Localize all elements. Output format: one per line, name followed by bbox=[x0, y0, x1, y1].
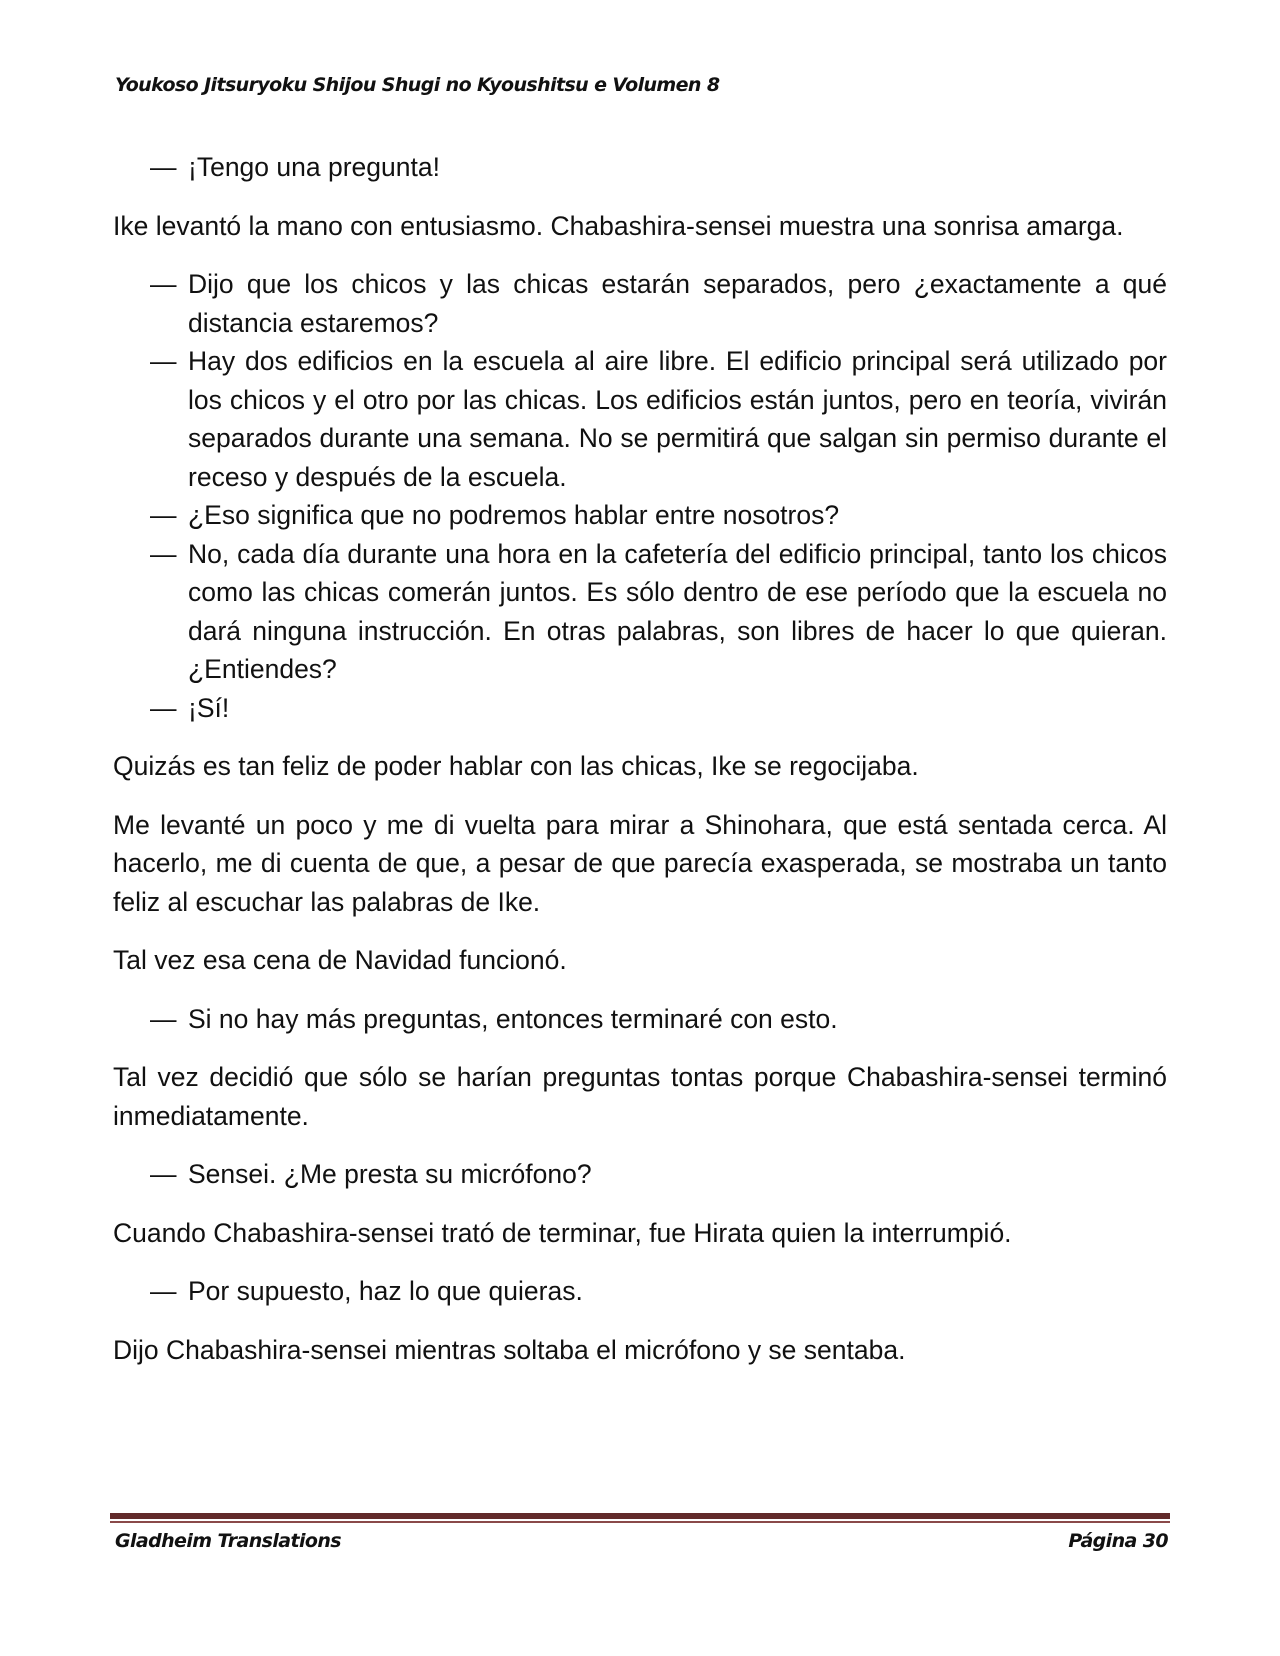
running-header: Youkoso Jitsuryoku Shijou Shugi no Kyoushitsu e Volumen 8 bbox=[115, 74, 720, 96]
footer-credit: Gladheim Translations bbox=[115, 1530, 341, 1552]
dialogue-line: — ¡Sí! bbox=[113, 689, 1167, 728]
em-dash: — bbox=[150, 1159, 177, 1189]
footer-rule-thin bbox=[110, 1521, 1170, 1523]
dialogue-line: — ¿Eso significa que no podremos hablar entre nosotros? bbox=[113, 496, 1167, 535]
em-dash: — bbox=[150, 500, 177, 530]
paragraph: Dijo Chabashira-sensei mientras soltaba el micrófono y se sentaba. bbox=[113, 1334, 906, 1365]
dialogue-line: — ¡Tengo una pregunta! bbox=[113, 148, 1167, 187]
em-dash: — bbox=[150, 152, 177, 182]
dialogue-group bbox=[113, 265, 1167, 727]
paragraph: Quizás es tan feliz de poder hablar con las chicas, Ike se regocijaba. bbox=[113, 751, 919, 781]
dialogue-line: — Sensei. ¿Me presta su micrófono? bbox=[113, 1155, 1167, 1194]
dialogue-line: — Dijo que los chicos y las chicas estarán separados, pero ¿exactamente a qué distancia estaremos? bbox=[113, 265, 1167, 342]
paragraph: Tal vez decidió que sólo se harían preguntas tontas porque Chabashira-sensei terminó inmediatamente. bbox=[113, 1062, 1167, 1131]
paragraph: Cuando Chabashira-sensei trató de terminar, fue Hirata quien la interrumpió. bbox=[113, 1217, 1012, 1248]
footer-rule bbox=[110, 1513, 1170, 1519]
em-dash: — bbox=[150, 1276, 177, 1306]
em-dash: — bbox=[150, 692, 177, 723]
em-dash: — bbox=[150, 346, 177, 376]
paragraph: Me levanté un poco y me di vuelta para mirar a Shinohara, que está sentada cerca. Al hacerlo, me di cuenta de que, a pesar de que parecía exasperada, se mostraba un tanto feliz al escuchar las palabras de Ike. bbox=[113, 809, 1167, 917]
em-dash: — bbox=[150, 1003, 177, 1034]
dialogue-line: — Por supuesto, haz lo que quieras. bbox=[113, 1272, 1167, 1311]
dialogue-line: — Si no hay más preguntas, entonces terminaré con esto. bbox=[113, 1000, 1167, 1039]
em-dash: — bbox=[150, 269, 177, 299]
dialogue-line: — No, cada día durante una hora en la cafetería del edificio principal, tanto los chicos como las chicas comerán juntos. Es sólo dentro de ese período que la escuela no dará ninguna instrucción. En otras palabras, son libres de hacer lo que quieran. ¿Entiendes? bbox=[113, 535, 1167, 689]
dialogue-line: — Hay dos edificios en la escuela al aire libre. El edificio principal será utilizado por los chicos y el otro por las chicas. Los edificios están juntos, pero en teoría, vivirán separados durante una semana. No se permitirá que salgan sin permiso durante el receso y después de la escuela. bbox=[113, 342, 1167, 496]
body-text bbox=[113, 148, 1167, 1389]
paragraph: Tal vez esa cena de Navidad funcionó. bbox=[113, 945, 567, 975]
paragraph: Ike levantó la mano con entusiasmo. Chabashira-sensei muestra una sonrisa amarga. bbox=[113, 210, 1124, 241]
page-number: Página 30 bbox=[1068, 1530, 1168, 1552]
em-dash: — bbox=[150, 538, 177, 569]
